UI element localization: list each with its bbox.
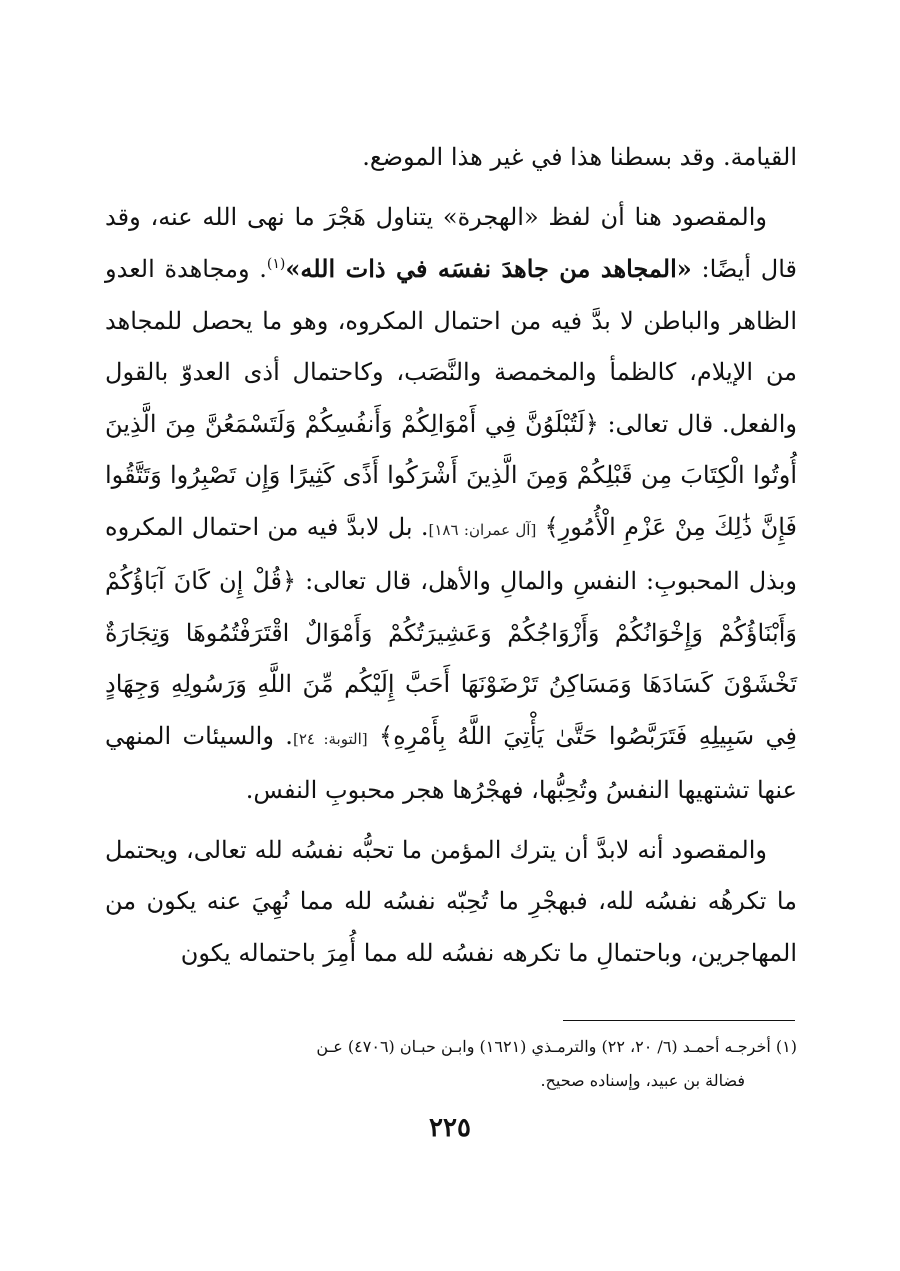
paragraph-2-body: . ومجاهدة العدو الظاهر والباطن لا بدَّ فيه من احتمال المكروه، وهو ما يحصل للمجاهد من الإيلام، كالظمأ والمخمصة والنَّصَب، وكاحتمال أذى العدوّ بالقول والفعل. قال تعالى:: [105, 255, 797, 438]
paragraph-2-continuation: . بل لابدَّ فيه من احتمال المكروه وبذل المحبوبِ: النفسِ والمالِ والأهل، قال تعالى:: [105, 512, 798, 595]
paragraph-2: [105, 192, 797, 817]
paragraph-3-text: والمقصود أنه لابدَّ أن يترك المؤمن ما تحبُّه نفسُه لله تعالى، ويحتمل ما تكرهُه نفسُه لله، فبهجْرِ ما تُحِبّه نفسُه لله مما نُهِيَ عنه يكون من المهاجرين، وباحتمالِ ما تكرهه نفسُه لله مما أُمِرَ باحتماله يكون: [105, 835, 797, 967]
footnote-line-2: فضالة بن عبيد، وإسناده صحيح.: [540, 1071, 745, 1090]
verse-reference-al-imran: [آل عمران: ١٨٦]: [428, 520, 537, 539]
footnote: [105, 1030, 797, 1098]
hadith-quote: «المجاهد من جاهدَ نفسَه في ذات الله»: [285, 254, 692, 283]
main-text: [105, 132, 797, 987]
verse-reference-at-tawbah: [التوبة: ٢٤]: [292, 729, 368, 748]
footnote-divider: [563, 1020, 795, 1021]
paragraph-3: [105, 825, 797, 980]
paragraph-2-intro: والمقصود هنا أن لفظ «الهجرة» يتناول هَجْرَ ما نهى الله عنه، وقد قال أيضًا:: [105, 202, 797, 283]
paragraph-2-conclusion: . والسيئات المنهي عنها تشتهيها النفسُ وتُحِبُّها، فهجْرُها هجر محبوبِ النفس.: [105, 721, 797, 804]
page-number: ٢٢٥: [429, 1113, 471, 1143]
footnote-marker[interactable]: (١): [266, 256, 286, 272]
quran-verse-al-imran: ﴿لَتُبْلَوُنَّ فِي أَمْوَالِكُمْ وَأَنفُسِكُمْ وَلَتَسْمَعُنَّ مِنَ الَّذِينَ أُوتُوا الْكِتَابَ مِن قَبْلِكُمْ وَمِنَ الَّذِينَ أَشْرَكُوا أَذًى كَثِيرًا وَإِن تَصْبِرُوا وَتَتَّقُوا فَإِنَّ ذَٰلِكَ مِنْ عَزْمِ الْأُمُورِ﴾: [105, 409, 797, 541]
paragraph-1: [105, 132, 797, 184]
footnote-line-1: (١) أخرجـه أحمـد (٦/ ٢٠، ٢٢) والترمـذي (١٦٢١) وابـن حبـان (٤٧٠٦) عـن: [316, 1037, 797, 1056]
quran-verse-at-tawbah: ﴿قُلْ إِن كَانَ آبَاؤُكُمْ وَأَبْنَاؤُكُمْ وَإِخْوَانُكُمْ وَأَزْوَاجُكُمْ وَعَشِيرَتُكُمْ وَأَمْوَالٌ اقْتَرَفْتُمُوهَا وَتِجَارَةٌ تَخْشَوْنَ كَسَادَهَا وَمَسَاكِنُ تَرْضَوْنَهَا أَحَبَّ إِلَيْكُم مِّنَ اللَّهِ وَرَسُولِهِ وَجِهَادٍ فِي سَبِيلِهِ فَتَرَبَّصُوا حَتَّىٰ يَأْتِيَ اللَّهُ بِأَمْرِهِ﴾: [105, 567, 798, 750]
paragraph-1-text: القيامة. وقد بسطنا هذا في غير هذا الموضع.: [362, 143, 797, 171]
